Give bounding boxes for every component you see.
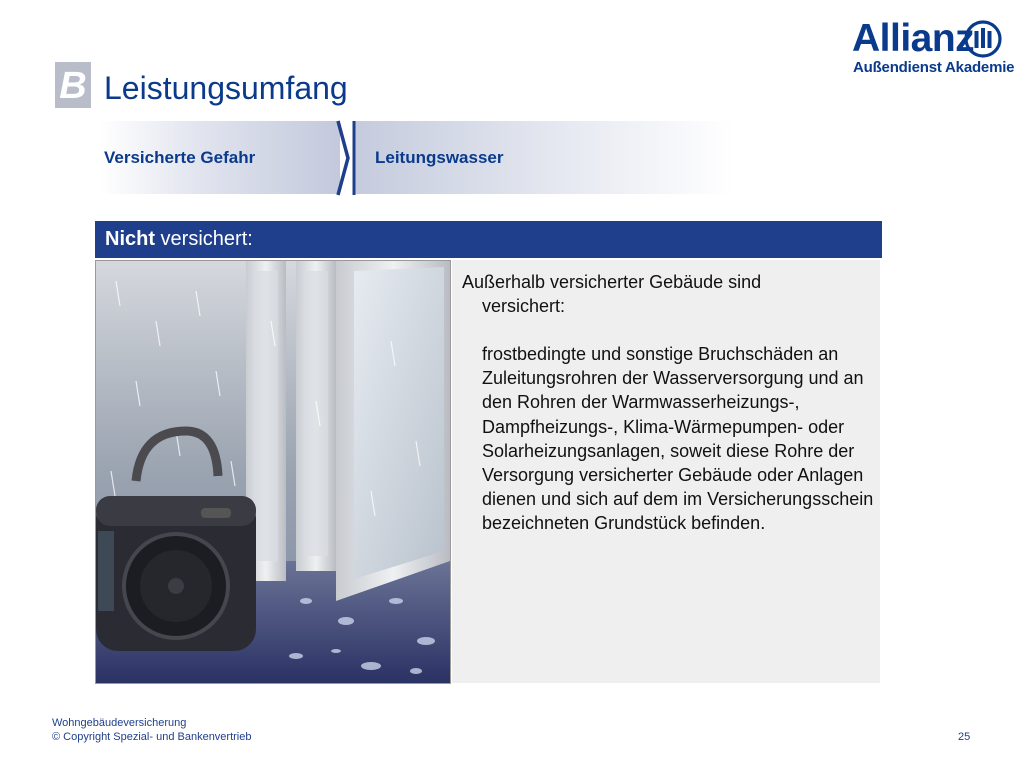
breadcrumb-leitungswasser: Leitungswasser <box>375 148 504 167</box>
chevron-separator-icon <box>334 119 360 197</box>
body-text: frostbedingte und sonstige Bruchschäden an Zuleitungsrohren der Wasserversorgung und an den Rohren der Warmwasserheizungs-, Dampfheizungs-, Klima-Wärmepumpen- oder Solarheizungsanlagen, soweit diese Rohre der Versorgung versicherter Gebäude oder Anlagen dienen und sich auf dem im Versicherungsschein bezeichneten Grundstück befinden. <box>482 344 874 534</box>
intro-line-1: Außerhalb versicherter Gebäude sind <box>462 272 762 292</box>
breadcrumb-versicherte-gefahr: Versicherte Gefahr <box>104 148 256 167</box>
intro-line-2: versichert: <box>482 296 566 316</box>
footer-product: Wohngebäudeversicherung <box>52 717 187 729</box>
panel-header-text <box>105 228 253 251</box>
footer-copyright: © Copyright Spezial- und Bankenvertrieb <box>52 731 252 743</box>
logo-subtitle: Außendienst Akademie <box>853 59 1015 76</box>
radio-in-rain-photo <box>95 260 451 684</box>
panel-header-rest: versichert: <box>155 228 253 250</box>
chapter-letter: B <box>59 65 87 107</box>
panel-header-bold: Nicht <box>105 228 155 250</box>
photo-illustration <box>96 261 450 683</box>
allianz-eagle-icon <box>964 20 1002 58</box>
chapter-marker <box>55 62 91 108</box>
intro-text <box>462 270 867 318</box>
panel-header <box>95 221 882 258</box>
page-number: 25 <box>958 731 971 743</box>
info-text-panel <box>452 260 880 683</box>
page-title: Leistungsumfang <box>104 70 348 106</box>
logo-brand-name: Allianz <box>852 17 975 60</box>
